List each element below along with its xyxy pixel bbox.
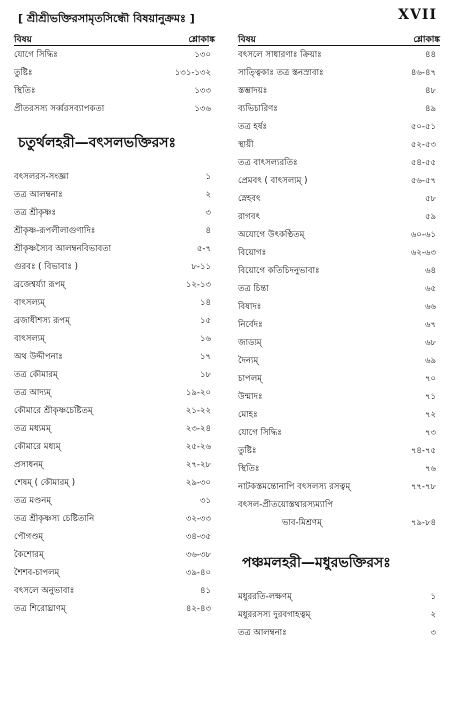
right-list — [238, 46, 440, 532]
entry-subject: তত্র চিন্তা — [238, 284, 269, 294]
index-entry — [14, 240, 215, 258]
entry-subject: অথ উদ্দীপনাঃ — [14, 352, 63, 362]
subject-heading: বিষয় — [14, 35, 32, 45]
verse-heading: শ্লোকাঙ্ক — [413, 35, 440, 45]
index-entry — [14, 330, 215, 348]
index-entry — [14, 366, 215, 384]
entry-verse-number: ১২-১৩ — [185, 280, 211, 290]
entry-subject: স্থিতিঃ — [14, 86, 36, 96]
index-entry — [238, 424, 440, 442]
index-entry — [238, 118, 440, 136]
entry-subject: মোহঃ — [238, 410, 258, 420]
entry-subject: বৎসলে অনুভাবাঃ — [14, 586, 75, 596]
entry-verse-number: ১৩০ — [194, 50, 211, 60]
entry-subject: তত্র আলম্বনাঃ — [14, 190, 63, 200]
entry-subject: বাৎসল্যম্ — [14, 334, 45, 344]
entry-verse-number: ২৩-২৪ — [185, 424, 211, 434]
entry-subject: তত্র মণ্ডনম্ — [14, 496, 52, 506]
index-entry — [14, 348, 215, 366]
entry-subject: বাৎসল্যম্ — [14, 298, 45, 308]
entry-verse-number: ১৩৩ — [194, 86, 211, 96]
entry-subject: বিয়োগঃ — [238, 248, 267, 258]
index-entry — [14, 528, 215, 546]
entry-verse-number: ৭৪-৭৫ — [410, 446, 436, 456]
index-entry — [238, 100, 440, 118]
entry-verse-number: ৩৯-৪০ — [185, 568, 211, 578]
left-column-header — [14, 28, 215, 46]
index-entry — [14, 46, 215, 64]
entry-subject: তত্র কৌমারম্ — [14, 370, 58, 380]
index-entry — [14, 564, 215, 582]
entry-verse-number: ৪৪ — [424, 50, 436, 60]
entry-subject: নাটকস্তমন্তোনাপি বৎসলস্য রসত্বম্ — [238, 482, 351, 492]
chapter-5-list — [238, 588, 440, 642]
entry-verse-number: ৬৫ — [424, 284, 436, 294]
entry-verse-number: ১৪ — [199, 298, 211, 308]
entry-subject: সাত্ত্বিকাঃ তত্র স্তনস্রাবাঃ — [238, 68, 324, 78]
entry-subject: তত্র বাৎসল্যরতিঃ — [238, 158, 298, 168]
entry-verse-number: ৪২-৪৩ — [185, 604, 211, 614]
entry-subject: তত্র আদ্যম্ — [14, 388, 51, 398]
entry-verse-number: ৭১ — [424, 392, 436, 402]
entry-verse-number: ৪৮ — [424, 86, 436, 96]
entry-verse-number: ২ — [430, 610, 436, 620]
index-entry — [238, 588, 440, 606]
index-entry — [238, 352, 440, 370]
entry-subject: প্রীতরসস্য সর্ব্বরসব্যাপকতা — [14, 104, 105, 114]
chapter-5-title: পঞ্চমলহরী—মধুরভক্তিরসঃ — [242, 555, 391, 571]
entry-subject: শ্রীকৃষ্ণ-রূপলীলাগুণাদিঃ — [14, 226, 96, 236]
entry-verse-number: ১৮ — [199, 370, 211, 380]
index-entry — [14, 276, 215, 294]
index-entry — [238, 64, 440, 82]
entry-subject: তত্র আলম্বনাঃ — [238, 628, 287, 638]
entry-subject: নির্বেদঃ — [238, 320, 263, 330]
index-entry — [238, 226, 440, 244]
index-entry — [238, 334, 440, 352]
entry-subject: যোগে সিদ্ধিঃ — [14, 50, 58, 60]
entry-verse-number: ৬৬ — [424, 302, 436, 312]
index-entry — [14, 294, 215, 312]
entry-subject: তত্র শিরোঘ্রাণম্ — [14, 604, 66, 614]
entry-subject: উন্মাদঃ — [238, 392, 263, 402]
chapter-4-list — [14, 168, 215, 618]
page-header — [14, 6, 443, 28]
entry-subject: তত্র হর্ষঃ — [238, 122, 268, 132]
index-entry — [14, 64, 215, 82]
entry-subject: গুরবঃ ( বিভাবাঃ ) — [14, 262, 78, 272]
entry-verse-number: ৪১ — [199, 586, 211, 596]
index-entry — [238, 172, 440, 190]
index-entry — [238, 46, 440, 64]
entry-verse-number: ৫৪-৫৫ — [410, 158, 436, 168]
entry-subject: কৌমারে শ্রীকৃষ্ণচেষ্টিতম্ — [14, 406, 93, 416]
index-entry — [238, 154, 440, 172]
chapter-4-title: চতুর্থলহরী—বৎসলভক্তিরসঃ — [18, 135, 177, 151]
index-entry — [14, 492, 215, 510]
entry-subject: রাগবৎ — [238, 212, 260, 222]
index-entry — [14, 600, 215, 618]
entry-verse-number: ২১-২২ — [185, 406, 211, 416]
entry-verse-number: ৭২ — [424, 410, 436, 420]
entry-subject: তুষ্টিঃ — [238, 446, 257, 456]
index-entry — [238, 262, 440, 280]
entry-verse-number: ৫৮ — [424, 194, 436, 204]
entry-subject: দৈন্যম্ — [238, 356, 259, 366]
index-entry — [14, 82, 215, 100]
entry-verse-number: ৪ — [205, 226, 211, 236]
entry-verse-number: ৩৬-৩৮ — [185, 550, 211, 560]
index-entry — [14, 420, 215, 438]
entry-verse-number: ৭৯-৮৪ — [410, 518, 436, 528]
entry-subject: স্থিতিঃ — [238, 464, 260, 474]
entry-verse-number: ২৫-২৬ — [185, 442, 211, 452]
index-entry — [238, 624, 440, 642]
entry-verse-number: ২৭-২৮ — [185, 460, 211, 470]
entry-verse-number: ৭৭-৭৮ — [410, 482, 436, 492]
index-entry — [238, 388, 440, 406]
index-entry — [238, 460, 440, 478]
entry-verse-number: ১ — [430, 592, 436, 602]
index-entry — [14, 186, 215, 204]
right-column-header — [238, 28, 440, 46]
entry-subject: জাড্যম্ — [238, 338, 262, 348]
entry-verse-number: ৬২-৬৩ — [410, 248, 436, 258]
entry-verse-number: ১৯-২০ — [185, 388, 211, 398]
entry-subject: তত্র শ্রীকৃষ্ণস্য চেষ্টিতানি — [14, 514, 95, 524]
entry-verse-number: ৫২-৫৩ — [410, 140, 436, 150]
entry-subject: প্রেমবৎ ( বাৎসল্যম্ ) — [238, 176, 308, 186]
left-top-list — [14, 46, 215, 118]
index-entry — [238, 208, 440, 226]
entry-verse-number: ৩ — [430, 628, 436, 638]
entry-subject: স্থায়ী — [238, 140, 254, 150]
entry-verse-number: ৬৪ — [424, 266, 436, 276]
entry-subject: তুষ্টিঃ — [14, 68, 33, 78]
entry-verse-number: ১৬ — [199, 334, 211, 344]
entry-subject: স্তম্ভাদয়ঃ — [238, 86, 268, 96]
index-entry — [238, 136, 440, 154]
index-entry — [14, 474, 215, 492]
entry-subject: ব্রজাধীশস্য রূপম্ — [14, 316, 70, 326]
entry-verse-number: ৫৬-৫৭ — [410, 176, 436, 186]
entry-subject: মধুররতি-লক্ষণম্ — [238, 592, 292, 602]
index-entry — [14, 168, 215, 186]
entry-subject: তত্র মধ্যমম্ — [14, 424, 51, 434]
page-number: XVII — [398, 7, 437, 23]
left-column — [14, 28, 215, 618]
index-entry — [14, 204, 215, 222]
index-entry — [238, 298, 440, 316]
verse-heading: শ্লোকাঙ্ক — [188, 35, 215, 45]
entry-verse-number: ১৭ — [199, 352, 211, 362]
entry-verse-number: ১৫ — [199, 316, 211, 326]
entry-verse-number: ৭৬ — [424, 464, 436, 474]
index-entry — [14, 100, 215, 118]
entry-verse-number: ৪৬-৪৭ — [410, 68, 436, 78]
entry-verse-number: ৬৭ — [424, 320, 436, 330]
index-entry — [238, 496, 440, 514]
index-entry — [14, 402, 215, 420]
entry-subject: বৎসলে সাধারণাঃ ক্রিয়াঃ — [238, 50, 322, 60]
entry-subject: প্রসাধনম্ — [14, 460, 43, 470]
entry-subject: বিয়োগে কতিচিদনুভাবাঃ — [238, 266, 320, 276]
entry-subject: চাপলম্ — [238, 374, 262, 384]
index-entry — [238, 606, 440, 624]
entry-verse-number: ৫০-৫১ — [410, 122, 436, 132]
entry-subject: বৎসলরস-সংজ্ঞা — [14, 172, 69, 182]
index-entry — [238, 244, 440, 262]
subject-heading: বিষয় — [238, 35, 256, 45]
entry-subject: বৎসল-প্রীতয়োস্তথারস্যম্যাপি — [238, 500, 334, 510]
entry-verse-number: ৩৪-৩৫ — [185, 532, 211, 542]
index-entry — [14, 546, 215, 564]
entry-verse-number: ৪৯ — [424, 104, 436, 114]
entry-subject: কৌমারে মধ্যম্ — [14, 442, 61, 452]
entry-verse-number: ৭৩ — [424, 428, 436, 438]
entry-verse-number: ২ — [205, 190, 211, 200]
entry-verse-number: ৮-১১ — [191, 262, 211, 272]
index-entry — [238, 316, 440, 334]
entry-verse-number: ৫-৭ — [196, 244, 211, 254]
index-entry — [238, 82, 440, 100]
entry-verse-number: ৩২-৩৩ — [185, 514, 211, 524]
entry-subject: স্নেহবৎ — [238, 194, 261, 204]
entry-verse-number: ১৩১-১৩২ — [174, 68, 211, 78]
entry-subject: শেষম্ ( কৌমারম্ ) — [14, 478, 76, 488]
entry-verse-number: ৩ — [205, 208, 211, 218]
index-entry — [14, 456, 215, 474]
index-entry — [238, 442, 440, 460]
entry-subject: যোগে সিদ্ধিঃ — [238, 428, 282, 438]
index-entry — [14, 312, 215, 330]
index-entry — [238, 190, 440, 208]
index-entry — [14, 438, 215, 456]
index-entry — [238, 514, 440, 532]
entry-verse-number: ৬৯ — [424, 356, 436, 366]
entry-verse-number: ৬০-৬১ — [410, 230, 436, 240]
entry-subject: মধুররসস্য দুরবগাহত্বম্ — [238, 610, 311, 620]
entry-subject: পৌগণ্ডম্ — [14, 532, 44, 542]
index-entry — [14, 222, 215, 240]
entry-verse-number: ৩১ — [199, 496, 211, 506]
index-entry — [14, 582, 215, 600]
entry-subject: তত্র শ্রীকৃষ্ণঃ — [14, 208, 57, 218]
entry-verse-number: ১ — [205, 172, 211, 182]
index-title: [ শ্রীশ্রীভক্তিরসামৃতসিন্ধৌ বিষয়ানুক্রমঃ ] — [18, 12, 195, 25]
entry-subject: বিষাদঃ — [238, 302, 262, 312]
entry-verse-number: ৫৯ — [424, 212, 436, 222]
entry-subject: শৈশব-চাপলম্ — [14, 568, 60, 578]
index-entry — [14, 384, 215, 402]
entry-subject: ভাব-মিশ্রণম্ — [282, 518, 322, 528]
entry-subject: শ্রীকৃষ্ণস্যৈব আলম্বনবিভাবতা — [14, 244, 112, 254]
right-column — [238, 28, 440, 642]
index-entry — [238, 478, 440, 496]
entry-subject: অযোগে উৎকণ্ঠিতম্ — [238, 230, 305, 240]
index-entry — [238, 406, 440, 424]
entry-subject: কৈশোরম্ — [14, 550, 44, 560]
index-entry — [238, 280, 440, 298]
index-entry — [238, 370, 440, 388]
entry-verse-number: ২৯-৩০ — [185, 478, 211, 488]
entry-verse-number: ৭০ — [424, 374, 436, 384]
entry-subject: ব্যভিচারিণঃ — [238, 104, 278, 114]
entry-verse-number: ১৩৬ — [194, 104, 211, 114]
entry-subject: ব্রজেশ্বর্য্যা রূপম্ — [14, 280, 66, 290]
index-entry — [14, 510, 215, 528]
index-entry — [14, 258, 215, 276]
entry-verse-number: ৬৮ — [424, 338, 436, 348]
